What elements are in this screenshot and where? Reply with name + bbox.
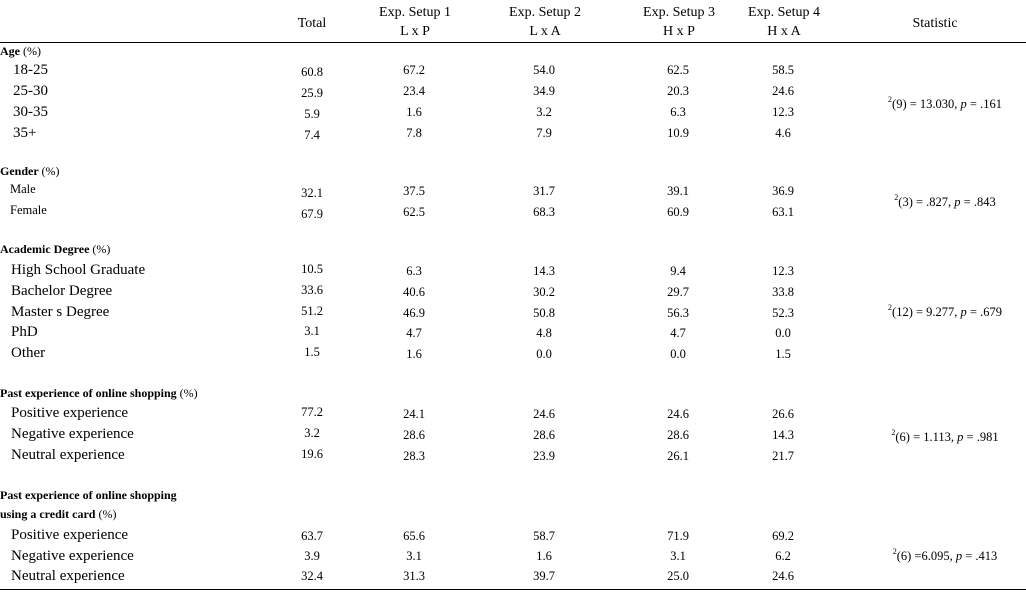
header-setup-3 (629, 3, 729, 41)
row-label: Female (10, 203, 47, 217)
cell-setup-2: 54.0 (533, 63, 555, 77)
section-title-text-line2: using a credit card (0, 507, 96, 521)
cell-setup-4: 14.3 (772, 428, 794, 442)
cell-setup-4: 33.8 (772, 285, 794, 299)
cell-setup-2: 30.2 (533, 285, 555, 299)
cell-setup-1: 28.6 (403, 428, 425, 442)
stat-p-value: = .843 (960, 195, 996, 210)
row-label: High School Graduate (11, 262, 146, 278)
header-setup-4-name: Exp. Setup 4 (748, 5, 820, 20)
header-setup-1-code: L x P (400, 24, 430, 39)
header-setup-1 (365, 3, 465, 41)
section-unit: (%) (98, 507, 117, 521)
header-setup-1-name: Exp. Setup 1 (379, 5, 451, 20)
cell-setup-2: 28.6 (533, 428, 555, 442)
chi-square-superscript: 2 (888, 95, 893, 104)
cell-total: 3.2 (304, 426, 320, 440)
cell-setup-2: 31.7 (533, 184, 555, 198)
section-title-online-shopping (0, 386, 198, 401)
stat-p-label: p (960, 97, 967, 112)
row-label: PhD (11, 324, 38, 340)
cell-total: 7.4 (304, 128, 320, 142)
cell-setup-2: 23.9 (533, 449, 555, 463)
cell-setup-1: 28.3 (403, 449, 425, 463)
cell-total: 5.9 (304, 107, 320, 121)
cell-setup-2: 14.3 (533, 264, 555, 278)
cell-setup-3: 3.1 (670, 549, 686, 563)
row-label: Negative experience (11, 426, 134, 442)
cell-setup-3: 10.9 (667, 126, 689, 140)
cell-setup-4: 52.3 (772, 306, 794, 320)
cell-setup-3: 29.7 (667, 285, 689, 299)
header-setup-2 (495, 3, 595, 41)
cell-setup-2: 1.6 (536, 549, 552, 563)
cell-setup-1: 3.1 (406, 549, 422, 563)
section-unit: (%) (179, 386, 198, 400)
header-setup-4-code: H x A (767, 24, 801, 39)
cell-total: 19.6 (301, 447, 323, 461)
cell-setup-3: 4.7 (670, 326, 686, 340)
chi-square-superscript: 2 (891, 428, 896, 437)
stat-df: (6) =6.095, (896, 549, 956, 564)
cell-setup-1: 1.6 (406, 105, 422, 119)
row-label: Positive experience (11, 405, 129, 421)
cell-setup-3: 0.0 (670, 347, 686, 361)
row-label: Positive experience (11, 527, 129, 543)
statistic-gender (845, 194, 1026, 210)
cell-setup-3: 71.9 (667, 529, 689, 543)
cell-setup-1: 37.5 (403, 184, 425, 198)
header-setup-3-name: Exp. Setup 3 (643, 5, 715, 20)
cell-total: 1.5 (304, 345, 320, 359)
row-label: Bachelor Degree (11, 283, 113, 299)
section-title-text: Past experience of online shopping (0, 488, 177, 502)
cell-total: 77.2 (301, 405, 323, 419)
cell-setup-3: 28.6 (667, 428, 689, 442)
cell-setup-4: 12.3 (772, 105, 794, 119)
cell-setup-3: 39.1 (667, 184, 689, 198)
cell-setup-4: 24.6 (772, 84, 794, 98)
stat-p-value: = .161 (966, 97, 1002, 112)
cell-setup-1: 23.4 (403, 84, 425, 98)
cell-setup-2: 3.2 (536, 105, 552, 119)
stat-df: (12) = 9.277, (892, 305, 961, 320)
section-title-text: Academic Degree (0, 242, 90, 256)
section-title-text: Past experience of online shopping (0, 386, 177, 400)
statistic-age (845, 96, 1026, 112)
section-title-gender (0, 164, 59, 179)
row-label: 35+ (13, 125, 37, 141)
cell-setup-3: 20.3 (667, 84, 689, 98)
header-total: Total (297, 16, 327, 31)
section-title-text: Age (0, 44, 20, 58)
section-title-text: Gender (0, 164, 39, 178)
cell-total: 33.6 (301, 283, 323, 297)
section-unit: (%) (92, 242, 111, 256)
cell-setup-1: 65.6 (403, 529, 425, 543)
cell-setup-4: 69.2 (772, 529, 794, 543)
cell-setup-2: 34.9 (533, 84, 555, 98)
row-label: Master s Degree (11, 304, 110, 320)
cell-setup-1: 1.6 (406, 347, 422, 361)
cell-setup-3: 6.3 (670, 105, 686, 119)
cell-setup-4: 4.6 (775, 126, 791, 140)
header-setup-3-code: H x P (663, 24, 695, 39)
cell-setup-1: 4.7 (406, 326, 422, 340)
section-title-academic-degree (0, 242, 110, 257)
chi-square-superscript: 2 (888, 303, 893, 312)
cell-setup-4: 12.3 (772, 264, 794, 278)
cell-total: 25.9 (301, 86, 323, 100)
cell-setup-2: 39.7 (533, 569, 555, 583)
stat-p-label: p (955, 549, 963, 564)
row-label: Negative experience (11, 548, 134, 564)
cell-setup-3: 60.9 (667, 205, 689, 219)
stat-p-value: = .679 (966, 305, 1002, 320)
cell-setup-3: 62.5 (667, 63, 689, 77)
cell-setup-4: 26.6 (772, 407, 794, 421)
cell-setup-1: 31.3 (403, 569, 425, 583)
cell-setup-4: 21.7 (772, 449, 794, 463)
cell-setup-1: 24.1 (403, 407, 425, 421)
cell-setup-1: 67.2 (403, 63, 425, 77)
cell-total: 10.5 (301, 262, 323, 276)
cell-setup-3: 9.4 (670, 264, 686, 278)
header-setup-4 (734, 3, 834, 41)
cell-total: 51.2 (301, 304, 323, 318)
cell-setup-1: 40.6 (403, 285, 425, 299)
bottom-rule (0, 589, 1026, 590)
section-unit: (%) (23, 44, 41, 58)
cell-setup-4: 1.5 (775, 347, 791, 361)
cell-setup-3: 24.6 (667, 407, 689, 421)
cell-total: 63.7 (301, 529, 323, 543)
stat-p-label: p (960, 305, 967, 320)
row-label: 30-35 (13, 104, 48, 120)
cell-total: 60.8 (301, 65, 323, 79)
cell-total: 3.9 (304, 549, 320, 563)
cell-setup-3: 26.1 (667, 449, 689, 463)
cell-setup-2: 7.9 (536, 126, 552, 140)
cell-setup-2: 24.6 (533, 407, 555, 421)
header-statistic: Statistic (912, 16, 958, 31)
cell-setup-4: 58.5 (772, 63, 794, 77)
section-unit: (%) (41, 164, 60, 178)
header-rule (0, 42, 1026, 43)
cell-setup-1: 62.5 (403, 205, 425, 219)
cell-setup-4: 24.6 (772, 569, 794, 583)
cell-setup-4: 63.1 (772, 205, 794, 219)
section-title-age (0, 44, 41, 59)
cell-total: 32.4 (301, 569, 323, 583)
row-label: Neutral experience (11, 568, 125, 584)
cell-setup-1: 46.9 (403, 306, 425, 320)
cell-setup-3: 56.3 (667, 306, 689, 320)
header-setup-2-name: Exp. Setup 2 (509, 5, 581, 20)
section-title-credit-card-shopping (0, 488, 177, 522)
chi-square-superscript: 2 (892, 547, 897, 556)
header-setup-2-code: L x A (529, 24, 561, 39)
cell-setup-2: 4.8 (536, 326, 552, 340)
row-label: Other (11, 345, 46, 361)
stat-p-value: = .413 (962, 549, 998, 564)
stat-p-label: p (957, 430, 964, 445)
cell-setup-4: 6.2 (775, 549, 791, 563)
cell-setup-2: 68.3 (533, 205, 555, 219)
row-label: Male (10, 182, 36, 196)
cell-total: 3.1 (304, 324, 320, 338)
row-label: Neutral experience (11, 447, 125, 463)
stat-p-value: = .981 (963, 430, 999, 445)
stat-p-label: p (954, 195, 961, 210)
cell-setup-1: 7.8 (406, 126, 422, 140)
statistic-academic-degree (845, 304, 1026, 320)
cell-total: 67.9 (301, 207, 323, 221)
row-label: 25-30 (13, 83, 48, 99)
cell-setup-2: 50.8 (533, 306, 555, 320)
statistic-credit-card-shopping (845, 548, 1026, 564)
stat-df: (9) = 13.030, (892, 97, 961, 112)
row-label: 18-25 (13, 62, 48, 78)
cell-setup-1: 6.3 (406, 264, 422, 278)
cell-setup-3: 25.0 (667, 569, 689, 583)
cell-setup-4: 0.0 (775, 326, 791, 340)
statistic-online-shopping (845, 429, 1026, 445)
cell-setup-2: 58.7 (533, 529, 555, 543)
chi-square-superscript: 2 (894, 193, 899, 202)
cell-setup-2: 0.0 (536, 347, 552, 361)
cell-setup-4: 36.9 (772, 184, 794, 198)
stat-df: (3) = .827, (898, 195, 955, 210)
stat-df: (6) = 1.113, (895, 430, 958, 445)
cell-total: 32.1 (301, 186, 323, 200)
